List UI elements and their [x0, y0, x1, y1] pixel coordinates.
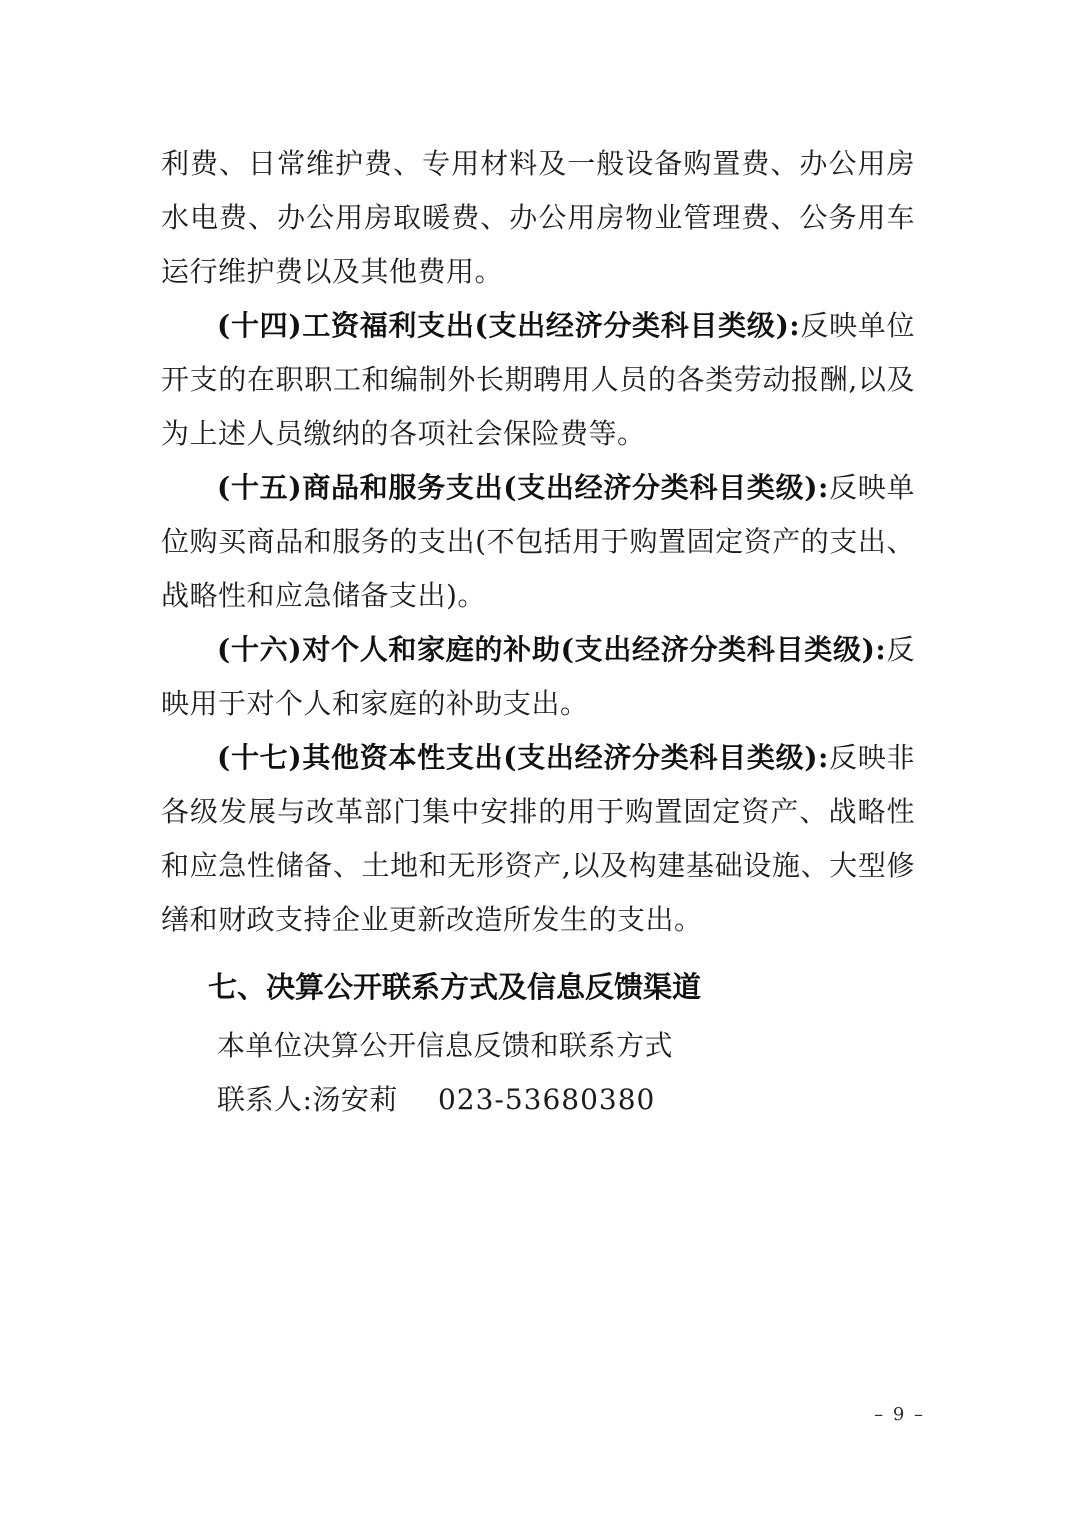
- contact-person: 联系人:汤安莉: [217, 1083, 398, 1116]
- para-text: 反映用于对个人和家庭的补助支出。: [161, 633, 915, 720]
- para-lead: (十七)其他资本性支出(支出经济分类科目类级):: [217, 741, 829, 774]
- para-lead: (十六)对个人和家庭的补助(支出经济分类科目类级):: [217, 633, 887, 666]
- paragraph-item-15: [161, 461, 915, 623]
- para-lead: (十四)工资福利支出(支出经济分类科目类级):: [217, 309, 801, 342]
- para-lead: (十五)商品和服务支出(支出经济分类科目类级):: [217, 471, 829, 504]
- para-text: 反映单位开支的在职职工和编制外长期聘用人员的各类劳动报酬,以及为上述人员缴纳的各项社会保险费等。: [161, 309, 915, 450]
- contact-person-line: [161, 1073, 915, 1127]
- paragraph-continuation: [161, 137, 915, 299]
- contact-phone: 023-53680380: [437, 1083, 656, 1116]
- paragraph-item-14: [161, 299, 915, 461]
- section-heading: 七、决算公开联系方式及信息反馈渠道: [208, 970, 702, 1004]
- paragraph-item-16: [161, 623, 915, 731]
- para-text: 反映非各级发展与改革部门集中安排的用于购置固定资产、战略性和应急性储备、土地和无形资产,以及构建基础设施、大型修缮和财政支持企业更新改造所发生的支出。: [161, 741, 915, 936]
- para-text: 反映单位购买商品和服务的支出(不包括用于购置固定资产的支出、战略性和应急储备支出)。: [161, 471, 915, 612]
- page-content: [161, 137, 915, 1127]
- page-number: – 9 –: [874, 1404, 925, 1425]
- contact-intro: 本单位决算公开信息反馈和联系方式: [217, 1029, 674, 1062]
- para-text: 利费、日常维护费、专用材料及一般设备购置费、办公用房水电费、办公用房取暖费、办公用房物业管理费、公务用车运行维护费以及其他费用。: [161, 147, 915, 288]
- paragraph-item-17: [161, 731, 915, 947]
